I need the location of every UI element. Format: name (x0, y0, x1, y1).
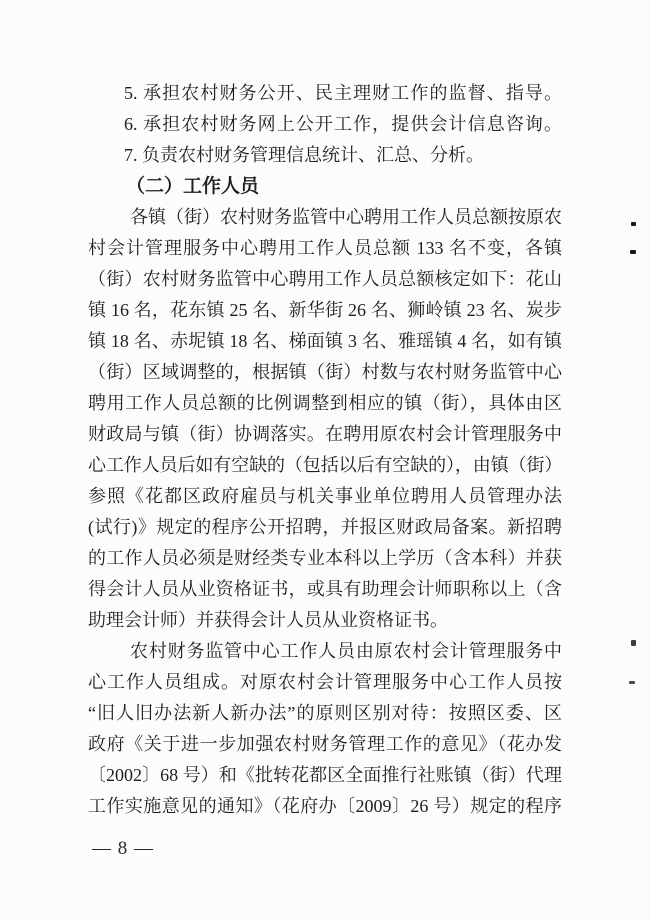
text-line: 财政局与镇（街）协调落实。在聘用原农村会计管理服务中 (88, 424, 562, 444)
text-line: 镇 16 名，花东镇 25 名、新华街 26 名、狮岭镇 23 名、炭步 (88, 300, 562, 320)
document-body (88, 78, 562, 822)
text-line: 5. 承担农村财务公开、民主理财工作的监督、指导。 (124, 83, 562, 103)
text-line: （街）农村财务监管中心聘用工作人员总额核定如下：花山 (88, 269, 562, 289)
scan-speck (631, 222, 636, 226)
text-line: 农村财务监管中心工作人员由原农村会计管理服务中 (130, 641, 562, 661)
text-line: 心工作人员后如有空缺的（包括以后有空缺的），由镇（街） (88, 455, 562, 475)
text-line: (试行)》规定的程序公开招聘，并报区财政局备案。新招聘 (88, 517, 562, 537)
text-line: 7. 负责农村财务管理信息统计、汇总、分析。 (124, 145, 484, 165)
text-line: 〔2002〕68 号）和《批转花都区全面推行社账镇（街）代理 (88, 765, 562, 785)
text-line: （街）区域调整的，根据镇（街）村数与农村财务监管中心 (88, 362, 562, 382)
text-line: 镇 18 名、赤坭镇 18 名、梯面镇 3 名、雅瑶镇 4 名，如有镇 (88, 331, 562, 351)
text-line: 工作实施意见的通知》（花府办〔2009〕26 号）规定的程序 (88, 796, 562, 816)
text-line: 村会计管理服务中心聘用工作人员总额 133 名不变，各镇 (88, 238, 562, 258)
text-line: 6. 承担农村财务网上公开工作，提供会计信息咨询。 (124, 114, 562, 134)
text-line: 各镇（街）农村财务监管中心聘用工作人员总额按原农 (130, 207, 562, 227)
scan-speck (631, 640, 636, 646)
page-number: — 8 — (92, 838, 154, 859)
text-line: 的工作人员必须是财经类专业本科以上学历（含本科）并获 (88, 548, 562, 568)
text-line: 政府《关于进一步加强农村财务管理工作的意见》（花办发 (88, 734, 562, 754)
text-line: 聘用工作人员总额的比例调整到相应的镇（街），具体由区 (88, 393, 562, 413)
text-line: 心工作人员组成。对原农村会计管理服务中心工作人员按 (88, 672, 562, 692)
section-heading: （二）工作人员 (126, 176, 260, 197)
text-line: 参照《花都区政府雇员与机关事业单位聘用人员管理办法 (88, 486, 562, 506)
text-line: 助理会计师）并获得会计人员从业资格证书。 (88, 610, 448, 630)
scan-speck (630, 250, 636, 254)
text-line: 得会计人员从业资格证书，或具有助理会计师职称以上（含 (88, 579, 562, 599)
scan-speck (629, 681, 635, 684)
text-line: “旧人旧办法新人新办法”的原则区别对待：按照区委、区 (88, 703, 562, 723)
